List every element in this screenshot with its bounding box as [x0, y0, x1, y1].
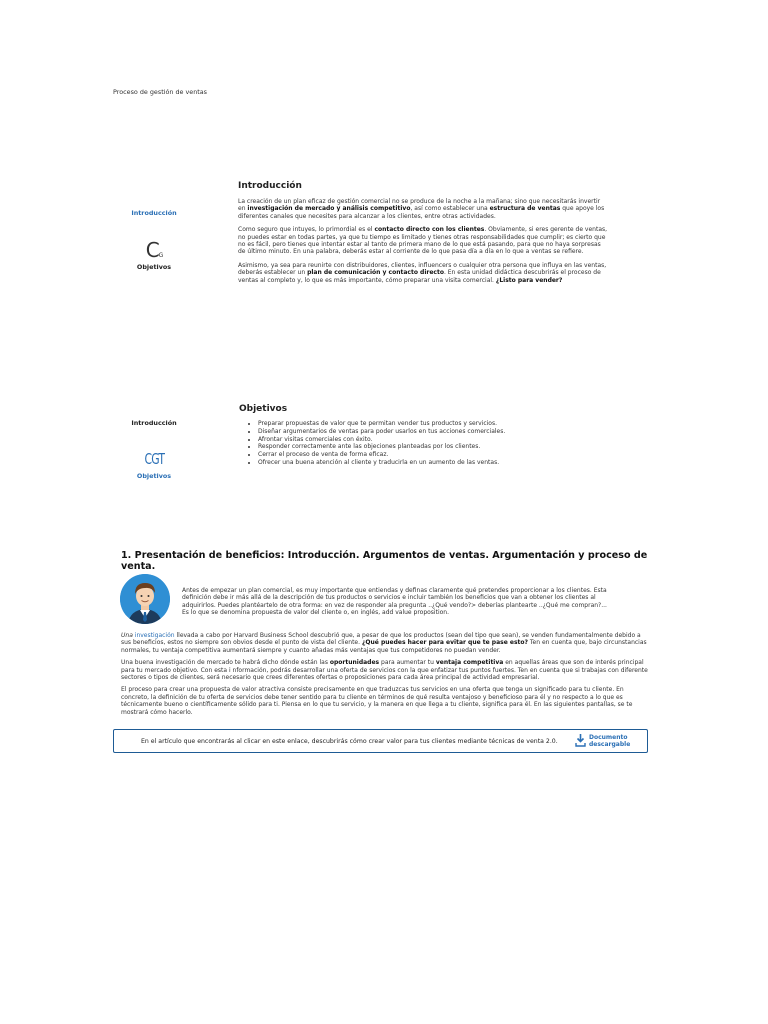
list-item: • Ofrecer una buena atención al cliente y traducirla en un aumento de las ventas.: [258, 459, 579, 467]
intro-section: [238, 181, 608, 284]
download-label: Documento descargable: [589, 734, 631, 748]
list-item: • Responder correctamente ante las objeciones planteadas por los clientes.: [258, 443, 579, 451]
nav-introduccion-2[interactable]: [114, 419, 194, 427]
nav-objetivos[interactable]: [114, 263, 194, 271]
objectives-logo: [114, 451, 194, 467]
intro-paragraph-1: La creación de un plan eficaz de gestión comercial no se produce de la noche a la mañana; sino que necesitarás invertir en investigación de mercado y análisis competitivo, así como establecer una estructura de ventas que apoye los diferentes canales que necesites para alcanzar a los clientes, entre otras actividades.: [238, 198, 605, 220]
list-item: • Preparar propuestas de valor que te permitan vender tus productos y servicios.: [258, 420, 579, 428]
list-item: • Diseñar argumentarios de ventas para poder usarlos en tus acciones comerciales.: [258, 428, 579, 436]
nav-introduccion[interactable]: [114, 209, 194, 217]
page-title: Proceso de gestión de ventas: [113, 88, 207, 96]
objectives-heading: Objetivos: [239, 404, 288, 414]
value-paragraph-2: Es lo que se denomina propuesta de valor del cliente o, en inglés, add value proposition.: [182, 609, 450, 617]
nav-objetivos-2[interactable]: [114, 472, 194, 480]
value-paragraph: Antes de empezar un plan comercial, es muy importante que entiendas y definas claramente qué pretendes proporcionar a los clientes. Esta definición debe ir más allá de la descripción de tus productos o servicios e incluir también los beneficios que van a obtener los clientes al adquirirlos. Puedes plantéartelo de otra forma: en vez de responder ala pregunta ..¿Qué vendo?> deberías plantearte ..¿Qué me compran?...: [182, 587, 607, 609]
list-item: • Cerrar el proceso de venta de forma eficaz.: [258, 451, 579, 459]
body-paragraph-3: El proceso para crear una propuesta de valor atractiva consiste precisamente en que traduzcas tus servicios en una oferta que tenga un significado para tu cliente. En concreto, la definición de tu oferta de servicios debe tener sentido para tu cliente en términos de qué resulta ventajoso y beneficioso para él y no respecto a lo que es técnicamente bueno o científicamente sólido para ti. Piensa en lo que tu servicio, y la manera en que llega a tu cliente, significa para él. En las siguientes pantallas, se te mostrará cómo hacerlo.: [121, 686, 633, 716]
investigacion-link[interactable]: investigación: [132, 632, 175, 639]
section1-body: [121, 632, 649, 716]
body-paragraph-1: Una investigación llevada a cabo por Harvard Business School descubrió que, a pesar de que los productos (sean del tipo que sean), se venden fundamentalmente debido a sus beneficios, estos no siempre son obvios desde el punto de vista del cliente. ¿Qué puedes hacer para evitar que te pase esto? Ten en cuenta que, bajo circunstancias normales, tu ventaja competitiva aumentará siempre y cuanto añadas más ventajas que tus competidores no puedan vender.: [121, 632, 647, 654]
c-logo-icon: CG: [145, 238, 163, 262]
intro-heading: Introducción: [238, 181, 302, 191]
body-paragraph-2: Una buena investigación de mercado te habrá dicho dónde están las oportunidades para aumentar tu ventaja competitiva en aquellas áreas que son de interés principal para tu mercado objetivo. Con esta i nformación, podrás desarrollar una oferta de servicios con la que enfatizar tus puntos fuertes. Ten en cuenta que si trabajas con diferente sectores o tipos de clientes, será necesario que crees diferentes ofertas o proposiciones para cada área principal de actividad empresarial.: [121, 659, 648, 682]
value-proposition-text: [182, 587, 622, 617]
intro-paragraph-3: Asimismo, ya sea para reunirte con distribuidores, clientes, influencers o cualquier otra persona que influya en las ventas, deberás establecer un plan de comunicación y contacto directo. En esta unidad didáctica descubrirás el proceso de ventas al completo y, lo que es más importante, cómo preparar una visita comercial. ¿Listo para vender?: [238, 261, 607, 284]
article-link-text[interactable]: En el artículo que encontrarás al clicar en este enlace, descubrirás cómo crear valor para tus clientes mediante técnicas de venta 2.0.: [141, 738, 558, 745]
nav-objetivos-label: Objetivos: [136, 472, 172, 480]
businessman-avatar-icon: [120, 574, 170, 624]
nav-introduccion-label: Introducción: [131, 419, 177, 427]
list-item: • Afrontar visitas comerciales con éxito.: [258, 436, 579, 444]
avatar: [120, 574, 170, 624]
cgt-logo-icon: CGT: [144, 450, 164, 468]
nav-introduccion-label: Introducción: [131, 209, 177, 217]
nav-objetivos-label: Objetivos: [136, 263, 172, 271]
objectives-list: [247, 420, 579, 467]
section-heading: 1. Presentación de beneficios: Introducción. Argumentos de ventas. Argumentación y proceso de venta.: [121, 550, 648, 572]
objectives-section: [239, 404, 579, 467]
download-document-button[interactable]: [575, 733, 635, 749]
intro-paragraph-2: Como seguro que intuyes, lo primordial es el contacto directo con los clientes. Obviamente, si eres gerente de ventas, no puedes estar en todas partes, ya que tu tiempo es limitado y tienes otras responsabilidades que cumplir; es cierto que no es fácil, pero tienes que intentar estar al tanto de primera mano de lo que está pasando, para que no haya sorpresas de último minuto. En una palabra, deberás estar al corriente de lo que pasa día a día en lo que a ventas se refiere.: [238, 226, 608, 256]
download-icon: [575, 734, 586, 747]
